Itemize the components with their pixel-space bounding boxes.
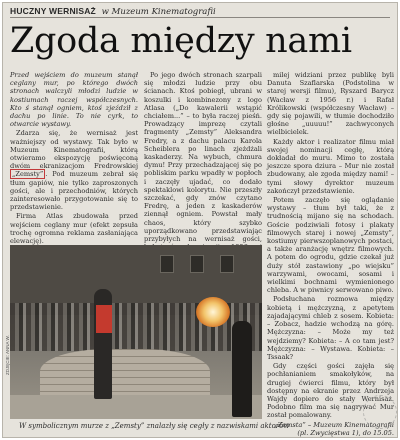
section-kicker: HUCZNY WERNISAŻ [10,6,96,16]
article-paragraph [10,129,138,211]
article-paragraph: Gdy części gości zajęła się pochłanianiem smakołyków, na drugiej ćwierci filmu, który był dostępny na ekranie przez Andrzeja Wajdy dopiero do stały Wernisaż. Podobno film ma się nagrywać Mur został pomalowany. [267,362,394,420]
article-paragraph: Podsłuchana rozmowa między kobietą i mężczyzną, z apetytem zajadającymi chleb z sosem. Kobieta: – Zobacz, hadzie wchodzą na górę. Mężczyzna: – Może my też wejdziemy? Kobieta: – A co tam jest? Mężczyzna: – Wystawa. Kobieta: – Tssaak? [267,295,394,361]
exhibition-info: „Zemsta” – Muzeum Kinematografii (pl. Zwycięstwa 1), do 15.05. [274,420,394,437]
library-stamp [363,395,397,429]
article-paragraph: Potem zaczęło się oglądanie wystawy – tłum był taki, że z trudnością mijano się na schodach. Goście podziwiali fotosy i plakaty filmowych starej i nowej „Zemsty”, kostiumy pierwszoplanowych postaci, a także aranżację wnętrz filmowych. A potem do ogrodu, gdzie czekał już duży stół zastawiony „po wiejsku” warzywami, owocami, sosami i wielkimi bochnami wymienionego chleba. A w piwnicy serwowano piwo. [267,196,394,295]
article-paragraph: milej widziani przez publikę byli Danuta Szaflarska (Podstolina w starej wersji filmu), Ryszard Barycz (Wacław z 1956 r.) i Rafał Królikowski (współczesny Wacław) – gdy się pojawili, w tłumie dochodziło głośne „uuuuu!” zachwyconych wielbicielek. [267,71,394,137]
article-photo [10,245,262,419]
window [220,255,234,273]
photo-caption: W symbolicznym murze z „Zemsty” znalazły się cegły z nazwiskami aktorów [19,422,290,430]
article-paragraph: Firma Atlas zbudowała przed wejściem ceglany mur (efekt zepsuła trochę ogromna reklama zasłaniająca elewację). [10,212,138,246]
article-paragraph: Każdy aktor i realizator filmu miał swojej nominacji cegłę, którą dokładał do muru. Mimo to została jeszcze spora dziura – Mur nie został zbudowany, ale zgoda między nami! – tymi słowy dyrektor muzeum zakończył przedstawienie. [267,137,394,195]
pavement [10,395,262,419]
paragraph-text: . Pod muzeum zebrał się tłum gapiów, nie tylko zaproszonych gości, ale i przechodniów, których zainteresowało przygotowanie się to przedstawienie. [10,170,138,212]
article-column-3 [267,71,394,435]
photo-credit: ZDJĘCIE: ANNA W. [5,335,10,375]
article-headline: Zgoda między nami [10,21,352,61]
window [190,255,204,273]
highlighted-title: „Zemsty” [12,170,44,179]
section-location: w Muzeum Kinematografii [101,7,216,17]
fire-burst [196,297,230,327]
section-header [10,5,390,18]
article-column-1 [10,71,138,253]
fire-breather-figure [232,321,252,417]
window [160,255,174,273]
article-paragraph: Po jego dwóch stronach szarpali się młodzi ludzie przy obu ścianach. Ktoś pobiegł, ubrani w koszulki i kombinezony z logo Atlasa („Do kawalerii wstąpić chciałem...” – to była raczej pieśń. Prowadzący imprezę czytali fragmenty „Zemsty” Aleksandra Fredry, a z dachu palacu Karola Scheiblera po linach zjeżdżali kaskaderzy. Na wybuch, chmura dymu! Przy przechadzającej się po pobliskim parku wpadły w popłoch i zaczęły ujadać, co dodało spektaklowi kolorytu. Nie przeszły szczekać, gdy znów czytano Fredrę, a jeden z kaskaderów ziennął ogniem. Powstał mały chaos, który szybko uporządkowano przedstawiając przybyłych na wernisaż gości, [144,71,262,244]
article-column-2 [144,71,262,253]
red-shirt [96,305,112,333]
paragraph-text: Zdarza się, że wernisaż jest ważniejszy od wystawy. Tak było w Muzeum Kinematografii, którą otwieramo ekspozycję poświęconą dwóm ekranizacjom Fredrowskiej [10,129,138,171]
newspaper-clipping [2,2,398,438]
article-lead: Przed wejściem do muzeum stanął ceglany mur, po którego dwóch stronach walczyli młodzi ludzie w kostiumach raczej współczesnych. Kto ś stanął ogniem, ktoś zjeździł z dachu po linie. To nie cyrk, to otwarcie wystawy. [10,71,138,129]
